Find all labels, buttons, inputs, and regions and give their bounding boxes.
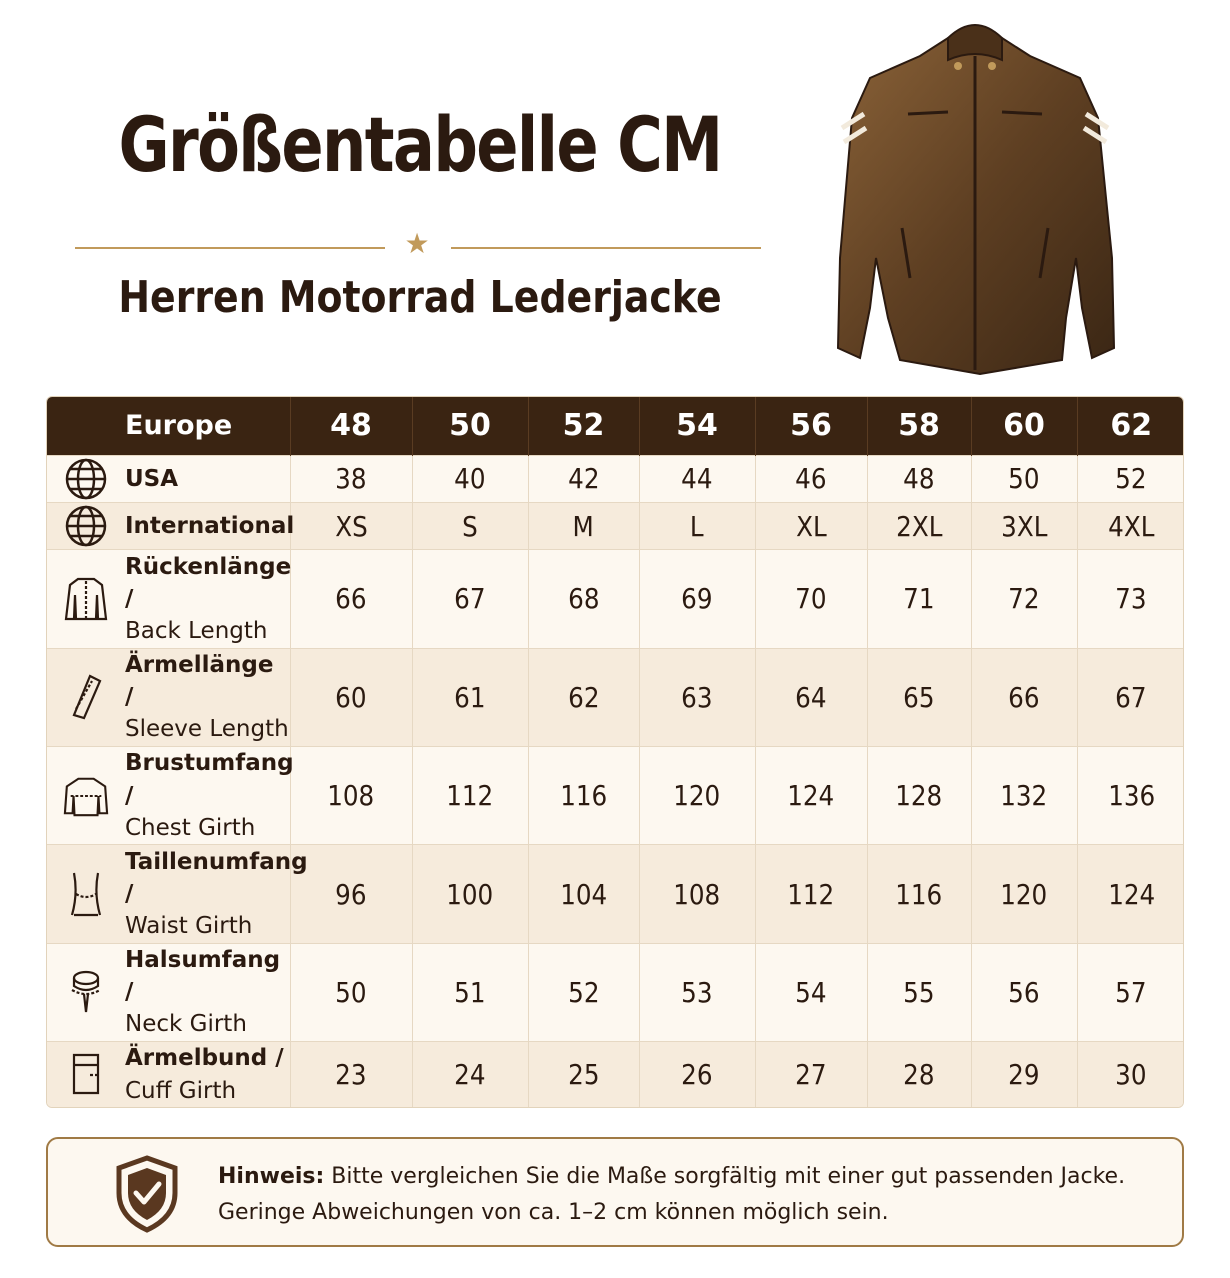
header-size: 48 [290,397,412,455]
size-value-cell [639,455,755,502]
size-value-cell [528,746,639,844]
size-value: 38 [335,462,367,496]
size-table [46,396,1184,1108]
row-label-english: Cuff Girth [125,1077,237,1104]
size-value-cell [867,943,971,1041]
table-row [47,1042,1184,1107]
size-value: 2XL [895,509,943,543]
row-label-english: Back Length [125,618,268,645]
size-value-cell [755,455,867,502]
size-value: 73 [1115,582,1147,616]
row-label: Rückenlänge / [125,553,292,612]
size-value: 3XL [1000,509,1048,543]
size-value: 72 [1008,582,1040,616]
size-value-cell [971,845,1077,943]
size-value: 124 [1107,877,1155,911]
size-value-cell [639,943,755,1041]
size-value: 124 [787,779,835,813]
row-label-cell [47,943,290,1041]
size-value: 63 [681,680,713,714]
size-value-cell [755,550,867,648]
table-row [47,943,1184,1041]
row-label-english: Neck Girth [125,1011,247,1038]
size-value-cell [290,455,412,502]
size-value: 100 [446,877,494,911]
size-value: 55 [903,975,935,1009]
note-box [46,1137,1184,1247]
jacket-back-icon [63,576,109,622]
size-value: 44 [681,462,713,496]
size-value-cell [639,648,755,746]
header-size: 60 [971,397,1077,455]
size-value-cell [528,455,639,502]
size-value-cell [971,502,1077,549]
header-size: 58 [867,397,971,455]
row-label-cell [47,455,290,502]
size-value-cell [412,455,528,502]
star-icon: ★ [404,228,430,259]
title-divider [75,228,761,260]
size-value: 112 [787,877,835,911]
size-value-cell [1077,943,1184,1041]
size-value: 23 [335,1058,367,1092]
size-value: 108 [673,877,721,911]
table-header-row [47,397,1184,455]
size-value: 136 [1107,779,1155,813]
size-value: 30 [1115,1058,1147,1092]
size-value: 28 [903,1058,935,1092]
size-value: 67 [454,582,486,616]
size-value-cell [639,550,755,648]
size-value: 27 [795,1058,827,1092]
size-value: 116 [895,877,943,911]
size-value-cell [755,943,867,1041]
note-label: Hinweis: [218,1164,325,1189]
sleeve-icon [63,674,109,720]
size-value-cell [971,943,1077,1041]
size-value: 116 [559,779,608,813]
header-europe: Europe [47,397,290,455]
size-value-cell [290,845,412,943]
size-value: 29 [1008,1058,1040,1092]
size-value: 108 [327,779,375,813]
size-value-cell [1077,455,1184,502]
size-value: 66 [335,582,367,616]
size-value-cell [867,455,971,502]
size-value: L [690,509,704,543]
size-value-cell [867,648,971,746]
row-label-english: Sleeve Length [125,716,289,743]
leather-jacket-image [830,8,1120,380]
header-size: 56 [755,397,867,455]
size-value: 51 [454,975,486,1009]
size-value-cell [755,648,867,746]
header-size: 52 [528,397,639,455]
size-value: 50 [1008,462,1040,496]
size-value: 52 [1115,462,1147,496]
size-value: 40 [454,462,486,496]
size-value-cell [867,502,971,549]
table-row [47,550,1184,648]
size-value: 26 [681,1058,713,1092]
size-value: 120 [1000,877,1048,911]
size-value-cell [971,746,1077,844]
size-value: 66 [1008,680,1040,714]
size-value: 60 [335,680,367,714]
size-value: 52 [567,975,600,1009]
size-value: S [462,509,478,543]
row-label: Taillenumfang / [125,848,308,907]
size-value-cell [290,746,412,844]
size-value: 69 [681,582,713,616]
size-value-cell [412,550,528,648]
size-value-cell [528,943,639,1041]
page-title: Größentabelle CM [118,100,722,189]
header-size: 62 [1077,397,1184,455]
size-value-cell [290,648,412,746]
size-value: 120 [673,779,721,813]
shield-check-icon [114,1155,180,1233]
note-line1: Bitte vergleichen Sie die Maße sorgfältig mit einer gut passenden Jacke. [331,1164,1126,1189]
size-value: 53 [681,975,713,1009]
note-line2: Geringe Abweichungen von ca. 1–2 cm können möglich sein. [218,1200,889,1225]
size-value: 64 [795,680,827,714]
size-value: 68 [567,582,600,616]
size-value-cell [528,845,639,943]
size-value: 62 [567,680,600,714]
size-value: M [572,509,595,543]
size-value: 71 [903,582,935,616]
size-value-cell [971,648,1077,746]
table-row [47,502,1184,549]
size-value: 96 [335,877,367,911]
size-value-cell [867,746,971,844]
size-value-cell [639,502,755,549]
page-subtitle: Herren Motorrad Lederjacke [118,272,722,323]
row-label: Ärmellänge / [125,652,274,711]
row-label: USA [125,465,179,492]
size-value-cell [290,550,412,648]
header-size: 50 [412,397,528,455]
row-label: Halsumfang / [125,947,281,1006]
size-value-cell [639,1042,755,1107]
table-row [47,845,1184,943]
size-value: 42 [567,462,600,496]
size-value-cell [639,746,755,844]
size-value-cell [290,502,412,549]
size-value: XS [334,509,368,543]
size-value-cell [290,943,412,1041]
waist-icon [63,871,109,917]
size-value-cell [971,550,1077,648]
size-value: 54 [795,975,827,1009]
size-value-cell [1077,550,1184,648]
size-value: 48 [903,462,935,496]
size-value-cell [528,550,639,648]
size-value: 25 [567,1058,600,1092]
size-value: XL [795,509,827,543]
size-value: 57 [1115,975,1147,1009]
size-value: 61 [454,680,486,714]
size-value: 132 [1000,779,1048,813]
cuff-icon [63,1052,109,1098]
size-value-cell [971,1042,1077,1107]
size-value-cell [639,845,755,943]
row-label: Brustumfang / [125,750,294,809]
size-value: 67 [1115,680,1147,714]
globe-icon [63,456,109,502]
size-value-cell [867,550,971,648]
size-value-cell [1077,845,1184,943]
row-label: International [125,512,295,539]
neck-icon [63,969,109,1015]
size-value-cell [755,845,867,943]
size-value-cell [1077,648,1184,746]
header-size: 54 [639,397,755,455]
size-value-cell [290,1042,412,1107]
row-label-cell [47,550,290,648]
table-row [47,455,1184,502]
size-value: 24 [454,1058,486,1092]
size-value: 56 [1008,975,1040,1009]
size-value: 65 [903,680,935,714]
table-row [47,648,1184,746]
row-label: Ärmelbund / [125,1045,284,1072]
size-value-cell [755,502,867,549]
size-value-cell [412,943,528,1041]
size-value-cell [412,845,528,943]
size-value-cell [412,648,528,746]
size-value-cell [1077,1042,1184,1107]
row-label-english: Chest Girth [125,814,256,841]
row-label-cell [47,648,290,746]
row-label-cell [47,502,295,549]
size-value: 70 [795,582,827,616]
size-value-cell [971,455,1077,502]
size-value: 128 [895,779,943,813]
size-value-cell [412,1042,528,1107]
size-value-cell [755,1042,867,1107]
size-value: 104 [559,877,608,911]
size-value-cell [528,648,639,746]
size-value-cell [412,502,528,549]
size-value-cell [528,1042,639,1107]
table-row [47,746,1184,844]
globe-icon [63,503,109,549]
size-value-cell [1077,502,1184,549]
row-label-cell [47,1042,290,1107]
size-value-cell [412,746,528,844]
size-value-cell [867,1042,971,1107]
size-value-cell [755,746,867,844]
size-value: 112 [446,779,494,813]
size-value: 50 [335,975,367,1009]
size-value: 46 [795,462,827,496]
row-label-cell [47,845,308,943]
chest-icon [63,773,109,819]
size-value: 4XL [1108,509,1155,543]
size-value-cell [1077,746,1184,844]
row-label-english: Waist Girth [125,913,253,940]
row-label-cell [47,746,294,844]
size-value-cell [528,502,639,549]
size-value-cell [867,845,971,943]
